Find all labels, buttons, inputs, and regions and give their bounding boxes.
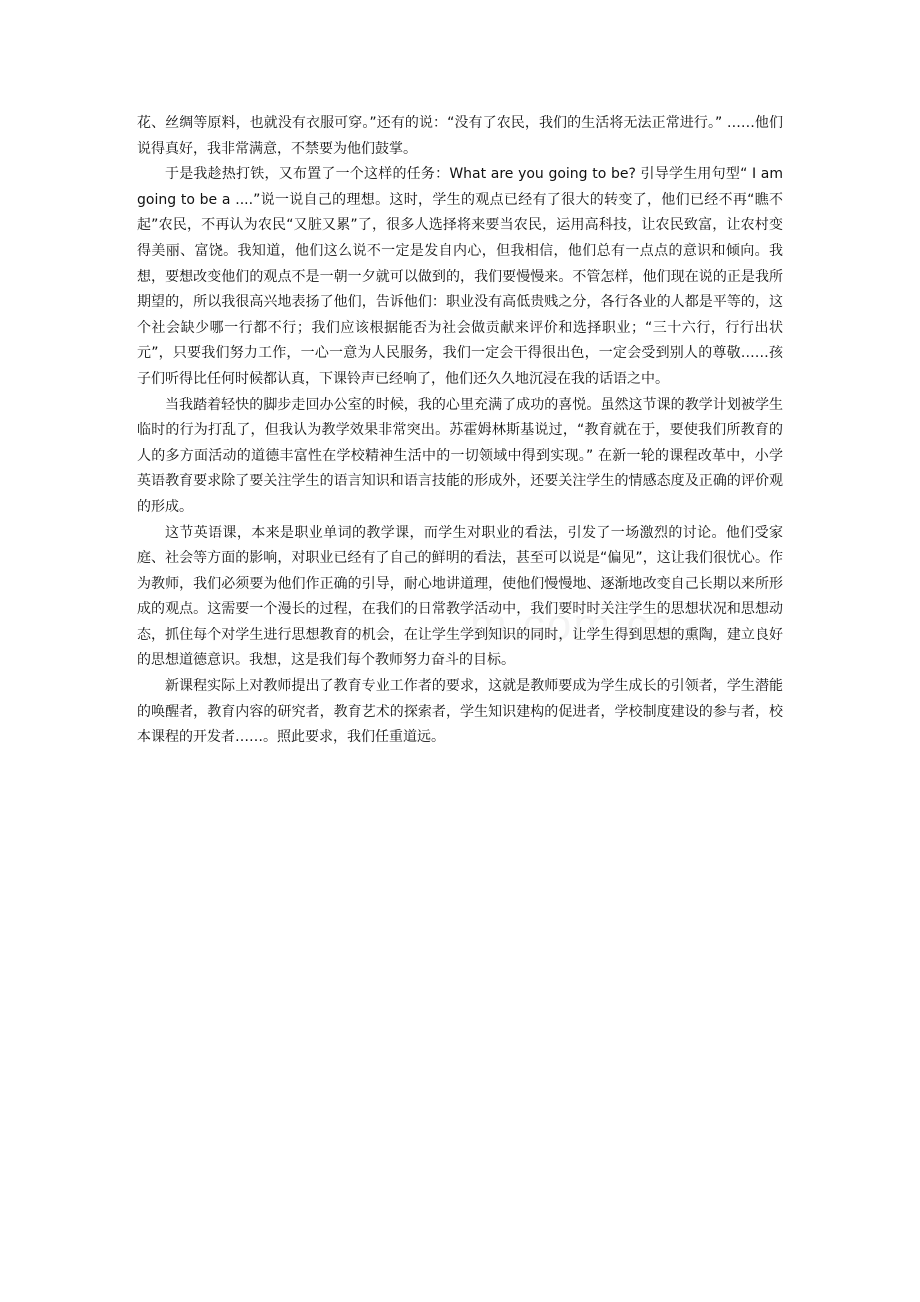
paragraph-continuation: 花、丝绸等原料，也就没有衣服可穿。”还有的说：“没有了农民，我们的生活将无法正常进行。” ……他们说得真好，我非常满意，不禁要为他们鼓掌。	[137, 115, 783, 157]
paragraph-task-assignment: 于是我趁热打铁，又布置了一个这样的任务：What are you going to be? 引导学生用句型“ I am going to be a ....”说一说自己的理想。这时，学生的观点已经有了很大的转变了，他们已经不再“瞧不起”农民，不再认为农民“又脏又累”了，很多人选择将来要当农民，运用高科技，让农民致富，让农村变得美丽、富饶。我知道，他们这么说不一定是发自内心，但我相信，他们总有一点点的意识和倾向。我想，要想改变他们的观点不是一朝一夕就可以做到的，我们要慢慢来。不管怎样，他们现在说的正是我所期望的，所以我很高兴地表扬了他们，告诉他们：职业没有高低贵贱之分，各行各业的人都是平等的，这个社会缺少哪一行都不行；我们应该根据能否为社会做贡献来评价和选择职业；“三十六行，行行出状元”，只要我们努力工作，一心一意为人民服务，我们一定会干得很出色，一定会受到别人的尊敬……孩子们听得比任何时候都认真，下课铃声已经响了，他们还久久地沉浸在我的话语之中。	[137, 166, 783, 387]
document-body	[137, 111, 783, 751]
paragraph-new-curriculum: 新课程实际上对教师提出了教育专业工作者的要求，这就是教师要成为学生成长的引领者，学生潜能的唤醒者，教育内容的研究者，教育艺术的探索者，学生知识建构的促进者，学校制度建设的参与者，校本课程的开发者……。照此要求，我们任重道远。	[137, 678, 783, 746]
paragraph-lesson-discussion: 这节英语课，本来是职业单词的教学课，而学生对职业的看法，引发了一场激烈的讨论。他们受家庭、社会等方面的影响，对职业已经有了自己的鲜明的看法，甚至可以说是“偏见”，这让我们很忧心。作为教师，我们必须要为他们作正确的引导，耐心地讲道理，使他们慢慢地、逐渐地改变自己长期以来所形成的观点。这需要一个漫长的过程，在我们的日常教学活动中，我们要时时关注学生的思想状况和思想动态，抓住每个对学生进行思想教育的机会，在让学生学到知识的同时，让学生得到思想的熏陶，建立良好的思想道德意识。我想，这是我们每个教师努力奋斗的目标。	[137, 524, 783, 669]
paragraph-reflection: 当我踏着轻快的脚步走回办公室的时候，我的心里充满了成功的喜悦。虽然这节课的教学计划被学生临时的行为打乱了，但我认为教学效果非常突出。苏霍姆林斯基说过，“教育就在于，要使我们所教育的人的多方面活动的道德丰富性在学校精神生活中的一切领域中得到实现。” 在新一轮的课程改革中，小学英语教育要求除了要关注学生的语言知识和语言技能的形成外，还要关注学生的情感态度及正确的评价观的形成。	[137, 396, 783, 515]
